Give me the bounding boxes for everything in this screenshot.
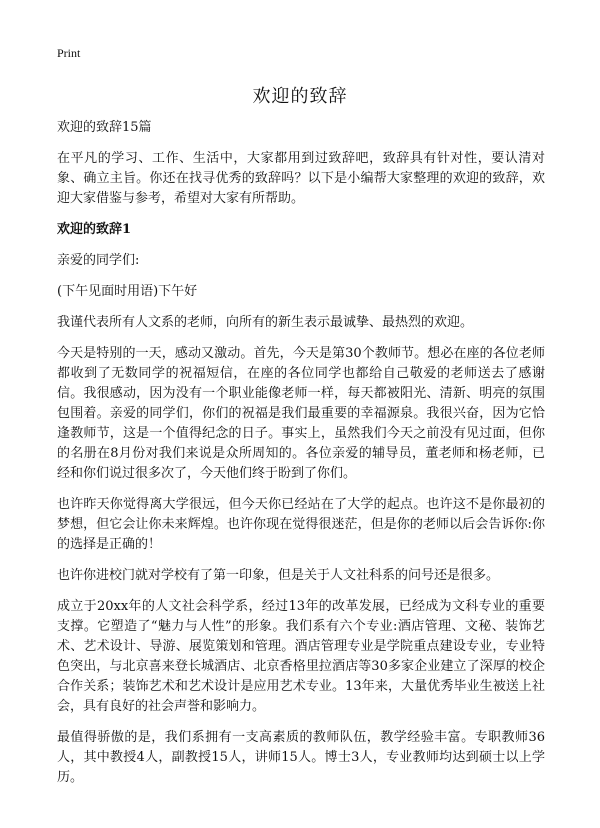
paragraph-teachers-day: 今天是特别的一天，感动又激动。首先，今天是第30个教师节。想必在座的各位老师都收到了无数同学的祝福短信，在座的各位同学也都给自己敬爱的老师送去了感谢信。我很感动，因为没有一个职业能像老师一样，每天都被阳光、清新、明亮的氛围包围着。亲爱的同学们，你们的祝福是我们最重要的幸福源泉。我很兴奋，因为它恰逢教师节，这是一个值得纪念的日子。事实上，虽然我们今天之前没有见过面，但你的名册在8月份对我们来说是众所周知的。各位亲爱的辅导员，董老师和杨老师，已经和你们说过很多次了，今天他们终于盼到了你们。 xyxy=(57,346,545,481)
paragraph-faculty: 最值得骄傲的是，我们系拥有一支高素质的教师队伍，教学经验丰富。专职教师36人，其中教授4人，副教授15人，讲师15人。博士3人，专业教师均达到硕士以上学历。 xyxy=(57,730,545,785)
document-title: 欢迎的致辞 xyxy=(252,86,348,107)
paragraph-department-history: 成立于20xx年的人文社会科学系，经过13年的改革发展，已经成为文科专业的重要支撑。它塑造了“魅力与人性”的形象。我们系有六个专业:酒店管理、文秘、装饰艺术、艺术设计、导游、展览策划和管理。酒店管理专业是学院重点建设专业，专业特色突出，与北京喜来登长城酒店、北京香格里拉酒店等30多家企业建立了深厚的校企合作关系；装饰艺术和艺术设计是应用艺术专业。13年来，大量优秀毕业生被送上社会，具有良好的社会声誉和影响力。 xyxy=(57,599,545,714)
paragraph-welcome: 我谨代表所有人文系的老师，向所有的新生表示最诚挚、最热烈的欢迎。 xyxy=(57,315,474,330)
document-subtitle: 欢迎的致辞15篇 xyxy=(57,120,152,135)
print-label: Print xyxy=(57,46,81,60)
intro-paragraph: 在平凡的学习、工作、生活中，大家都用到过致辞吧，致辞具有针对性，要认清对象、确立主旨。你还在找寻优秀的致辞吗？以下是小编帮大家整理的欢迎的致辞，欢迎大家借鉴与参考，希望对大家有所帮助。 xyxy=(57,151,545,206)
document-body xyxy=(57,118,545,799)
paragraph-greeting: 亲爱的同学们: xyxy=(57,253,140,268)
paragraph-starting-point: 也许昨天你觉得离大学很远，但今天你已经站在了大学的起点。也许这不是你最初的梦想，但它会让你未来辉煌。也许你现在觉得很迷茫，但是你的老师以后会告诉你:你的选择是正确的！ xyxy=(57,497,545,552)
paragraph-first-impression: 也许你进校门就对学校有了第一印象，但是关于人文社科系的问号还是很多。 xyxy=(57,568,500,583)
section-heading: 欢迎的致辞1 xyxy=(57,222,132,237)
paragraph-time-greeting: (下午见面时用语)下午好 xyxy=(57,284,198,299)
